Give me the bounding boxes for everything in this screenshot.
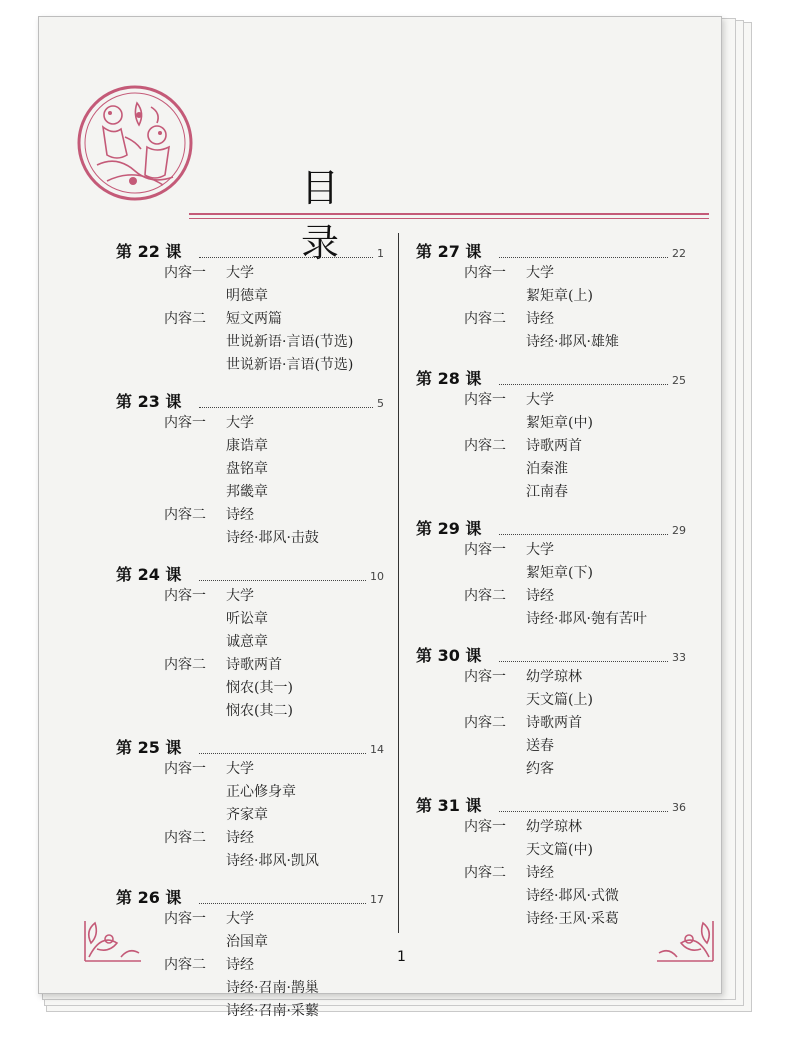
section-entry: 诚意章: [226, 634, 268, 650]
toc-right-column: [416, 235, 686, 939]
section-entry: 诗经·邶风·击鼓: [226, 530, 319, 546]
lesson-page-number: 22: [672, 247, 686, 260]
section-label: 内容二: [464, 311, 506, 327]
toc-section: [116, 758, 384, 827]
toc-lesson-heading[interactable]: [116, 881, 384, 908]
section-label: 内容二: [164, 830, 206, 846]
dot-leader: [199, 257, 373, 258]
toc-lesson-heading[interactable]: [116, 731, 384, 758]
section-topic: 大学: [526, 392, 554, 408]
section-entry: 邦畿章: [226, 484, 268, 500]
dot-leader: [199, 753, 366, 754]
section-label: 内容二: [464, 438, 506, 454]
section-items: [526, 666, 593, 712]
section-entry: 泊秦淮: [526, 461, 568, 477]
dot-leader: [199, 903, 366, 904]
section-topic: 诗经: [526, 865, 554, 881]
toc-section: [116, 827, 384, 873]
toc-section: [116, 308, 384, 377]
section-topic: 大学: [226, 415, 254, 431]
lesson-title: 第 29 课: [416, 519, 482, 538]
section-entry: 诗经·邶风·凯风: [226, 853, 319, 869]
section-items: [226, 412, 268, 504]
lesson-title: 第 23 课: [116, 392, 182, 411]
section-items: [226, 504, 319, 550]
toc-section: [416, 862, 686, 931]
dot-leader: [199, 580, 366, 581]
section-label: 内容一: [464, 542, 506, 558]
section-entry: 絜矩章(下): [526, 565, 593, 581]
lesson-title: 第 26 课: [116, 888, 182, 907]
title-rule: [189, 213, 709, 215]
section-label: 内容二: [464, 865, 506, 881]
section-entry: 世说新语·言语(节选): [226, 334, 354, 350]
toc-lesson: [116, 881, 384, 1023]
dot-leader: [199, 407, 373, 408]
corner-ornament-icon: [653, 913, 717, 965]
lesson-title: 第 28 课: [416, 369, 482, 388]
section-topic: 大学: [526, 542, 554, 558]
section-topic: 诗经: [226, 830, 254, 846]
section-label: 内容一: [464, 392, 506, 408]
section-entry: 絜矩章(上): [526, 288, 593, 304]
section-entry: 天文篇(中): [526, 842, 593, 858]
toc-section: [116, 262, 384, 308]
toc-section: [416, 389, 686, 435]
toc-lesson: [116, 558, 384, 723]
lesson-title: 第 24 课: [116, 565, 182, 584]
toc-lesson-heading[interactable]: [416, 512, 686, 539]
toc-lesson: [416, 362, 686, 504]
dot-leader: [499, 811, 668, 812]
toc-section: [416, 539, 686, 585]
section-items: [226, 308, 353, 377]
section-entry: 正心修身章: [226, 784, 296, 800]
section-items: [526, 539, 593, 585]
section-entry: 诗经·邶风·式微: [526, 888, 619, 904]
section-topic: 诗经: [526, 588, 554, 604]
toc-lesson-heading[interactable]: [416, 235, 686, 262]
lesson-page-number: 17: [370, 893, 384, 906]
lesson-title: 第 25 课: [116, 738, 182, 757]
lesson-page-number: 25: [672, 374, 686, 387]
section-entry: 听讼章: [226, 611, 268, 627]
section-topic: 诗经: [226, 507, 254, 523]
toc-section: [416, 308, 686, 354]
section-entry: 诗经·召南·鹊巢: [226, 980, 319, 996]
page-number: 1: [397, 949, 406, 965]
section-topic: 诗歌两首: [526, 438, 582, 454]
section-label: 内容一: [164, 265, 206, 281]
toc-lesson: [116, 235, 384, 377]
dot-leader: [499, 384, 668, 385]
section-label: 内容二: [464, 715, 506, 731]
section-items: [526, 712, 582, 781]
section-items: [226, 654, 293, 723]
toc-section: [116, 654, 384, 723]
section-topic: 诗经: [226, 957, 254, 973]
toc-section: [116, 585, 384, 654]
section-label: 内容一: [464, 265, 506, 281]
section-items: [226, 585, 268, 654]
lesson-page-number: 36: [672, 801, 686, 814]
section-entry: 送春: [526, 738, 554, 754]
section-label: 内容二: [164, 311, 206, 327]
toc-lesson: [416, 512, 686, 631]
section-items: [526, 389, 593, 435]
toc-section: [416, 585, 686, 631]
lesson-title: 第 22 课: [116, 242, 182, 261]
section-items: [226, 827, 319, 873]
section-topic: 幼学琼林: [526, 819, 582, 835]
section-entry: 诗经·召南·采蘩: [226, 1003, 319, 1019]
toc-section: [116, 954, 384, 1023]
lesson-title: 第 31 课: [416, 796, 482, 815]
section-items: [526, 862, 619, 931]
corner-ornament-icon: [81, 913, 145, 965]
toc-section: [416, 666, 686, 712]
section-items: [526, 435, 582, 504]
section-topic: 大学: [226, 588, 254, 604]
section-entry: 诗经·邶风·匏有苦叶: [526, 611, 647, 627]
page-title: 目 录: [301, 166, 366, 265]
toc-lesson-heading[interactable]: [416, 789, 686, 816]
toc-section: [116, 908, 384, 954]
section-items: [526, 262, 593, 308]
section-entry: 江南春: [526, 484, 568, 500]
section-topic: 诗经: [526, 311, 554, 327]
section-items: [526, 308, 619, 354]
lesson-page-number: 5: [377, 397, 384, 410]
toc-section: [416, 262, 686, 308]
section-entry: 悯农(其二): [226, 703, 293, 719]
section-topic: 大学: [526, 265, 554, 281]
toc-lesson-heading[interactable]: [416, 639, 686, 666]
column-divider: [398, 233, 399, 933]
section-entry: 悯农(其一): [226, 680, 293, 696]
section-items: [226, 908, 268, 954]
section-label: 内容一: [464, 819, 506, 835]
section-label: 内容二: [164, 957, 206, 973]
toc-lesson: [116, 731, 384, 873]
decorative-medallion-illustration: [77, 85, 193, 201]
section-label: 内容一: [164, 911, 206, 927]
section-items: [226, 758, 296, 827]
lesson-page-number: 14: [370, 743, 384, 756]
toc-left-column: [116, 235, 384, 1031]
dot-leader: [499, 661, 668, 662]
title-rule-thin: [189, 218, 709, 219]
toc-lesson-heading[interactable]: [116, 235, 384, 262]
lesson-page-number: 1: [377, 247, 384, 260]
section-topic: 大学: [226, 761, 254, 777]
section-label: 内容二: [164, 507, 206, 523]
section-entry: 治国章: [226, 934, 268, 950]
toc-lesson-heading[interactable]: [416, 362, 686, 389]
toc-section: [116, 504, 384, 550]
toc-section: [116, 412, 384, 504]
section-topic: 幼学琼林: [526, 669, 582, 685]
section-items: [226, 954, 319, 1023]
toc-lesson-heading[interactable]: [116, 558, 384, 585]
section-entry: 约客: [526, 761, 554, 777]
toc-lesson: [416, 639, 686, 781]
lesson-title: 第 30 课: [416, 646, 482, 665]
lesson-page-number: 29: [672, 524, 686, 537]
section-entry: 盘铭章: [226, 461, 268, 477]
toc-section: [416, 816, 686, 862]
section-topic: 诗歌两首: [226, 657, 282, 673]
lesson-title: 第 27 课: [416, 242, 482, 261]
dot-leader: [499, 534, 668, 535]
book-page: [38, 16, 722, 1019]
section-entry: 天文篇(上): [526, 692, 593, 708]
section-items: [526, 585, 647, 631]
section-entry: 诗经·王风·采葛: [526, 911, 619, 927]
toc-lesson: [416, 789, 686, 931]
section-topic: 短文两篇: [226, 311, 282, 327]
section-topic: 大学: [226, 911, 254, 927]
section-topic: 诗歌两首: [526, 715, 582, 731]
dot-leader: [499, 257, 668, 258]
section-topic: 大学: [226, 265, 254, 281]
section-entry: 世说新语·言语(节选): [226, 357, 354, 373]
section-label: 内容一: [164, 761, 206, 777]
lesson-page-number: 33: [672, 651, 686, 664]
toc-lesson-heading[interactable]: [116, 385, 384, 412]
toc-lesson: [116, 385, 384, 550]
section-entry: 絜矩章(中): [526, 415, 593, 431]
section-label: 内容一: [164, 588, 206, 604]
section-entry: 康诰章: [226, 438, 268, 454]
section-entry: 齐家章: [226, 807, 268, 823]
lesson-page-number: 10: [370, 570, 384, 583]
section-entry: 诗经·邶风·雄雉: [526, 334, 619, 350]
section-items: [526, 816, 593, 862]
section-label: 内容二: [164, 657, 206, 673]
section-entry: 明德章: [226, 288, 268, 304]
section-items: [226, 262, 268, 308]
toc-section: [416, 435, 686, 504]
section-label: 内容一: [464, 669, 506, 685]
section-label: 内容二: [464, 588, 506, 604]
toc-lesson: [416, 235, 686, 354]
section-label: 内容一: [164, 415, 206, 431]
toc-section: [416, 712, 686, 781]
